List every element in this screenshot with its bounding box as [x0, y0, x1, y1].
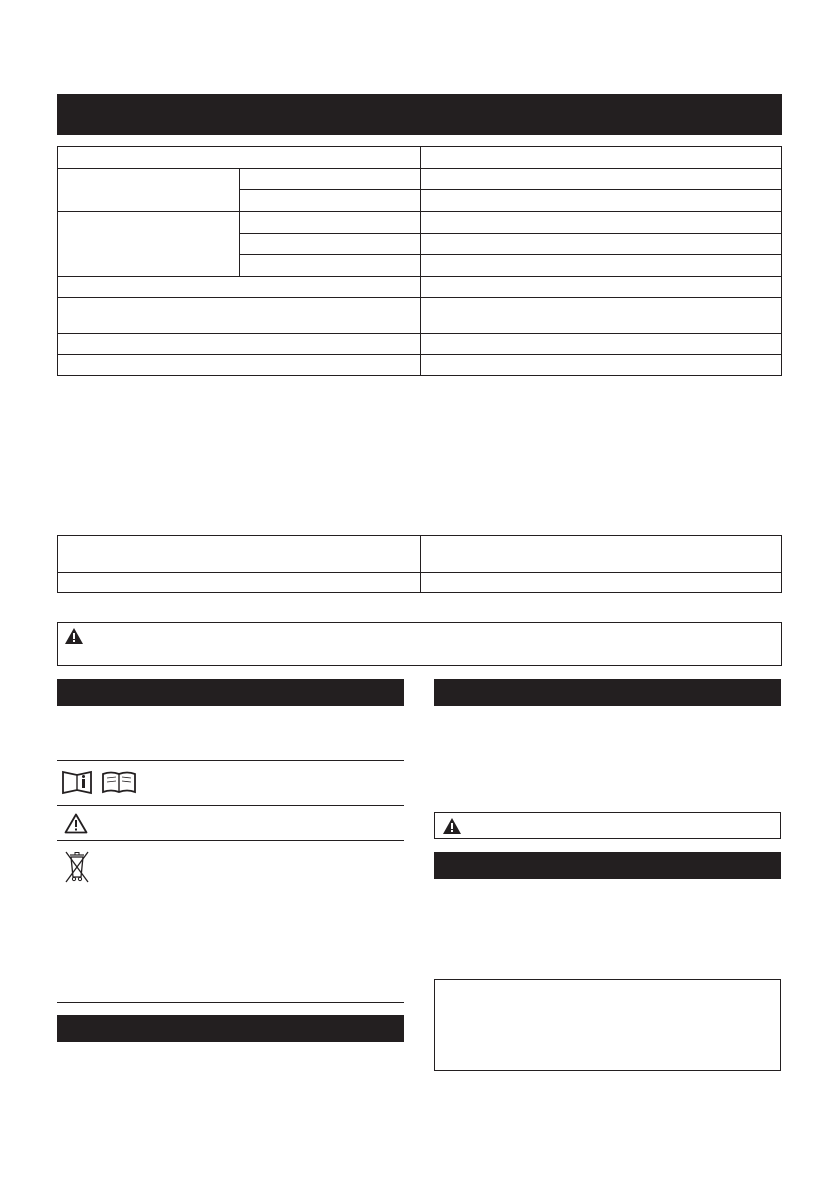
- symbol-row-warning: [57, 806, 404, 840]
- right-note-box: [434, 979, 781, 1071]
- table-divider: [239, 168, 240, 276]
- document-title-bar: [57, 94, 782, 135]
- table-divider: [420, 536, 421, 592]
- specifications-table: [57, 146, 782, 376]
- table-row-divider: [239, 189, 781, 190]
- warning-triangle-icon: [443, 818, 461, 834]
- right-warning-label: [434, 812, 781, 839]
- table-row-divider: [58, 333, 781, 334]
- left-section1-heading-bar: [57, 679, 404, 706]
- table-divider: [420, 147, 421, 375]
- left-section2-heading-bar: [57, 1015, 404, 1042]
- warning-triangle-icon: [65, 628, 83, 644]
- table-row-divider: [58, 211, 781, 212]
- table-row-divider: [239, 254, 781, 255]
- crossed-bin-icon: [63, 849, 91, 883]
- symbols-bottom-rule: [57, 1002, 404, 1003]
- table-row-divider: [58, 572, 781, 573]
- symbol-row-disposal: [57, 841, 404, 1001]
- symbol-row-read-manual: [57, 761, 404, 804]
- warning-banner: [57, 622, 782, 666]
- read-manual-icon: [61, 769, 137, 795]
- battery-table: [57, 535, 782, 593]
- table-row-divider: [58, 276, 781, 277]
- warning-triangle-icon: [64, 813, 88, 834]
- table-row-divider: [58, 297, 781, 298]
- right-section1-heading-bar: [434, 679, 781, 706]
- table-row-divider: [58, 354, 781, 355]
- table-row-divider: [239, 233, 781, 234]
- right-section2-heading-bar: [434, 852, 781, 879]
- table-row-divider: [58, 168, 781, 169]
